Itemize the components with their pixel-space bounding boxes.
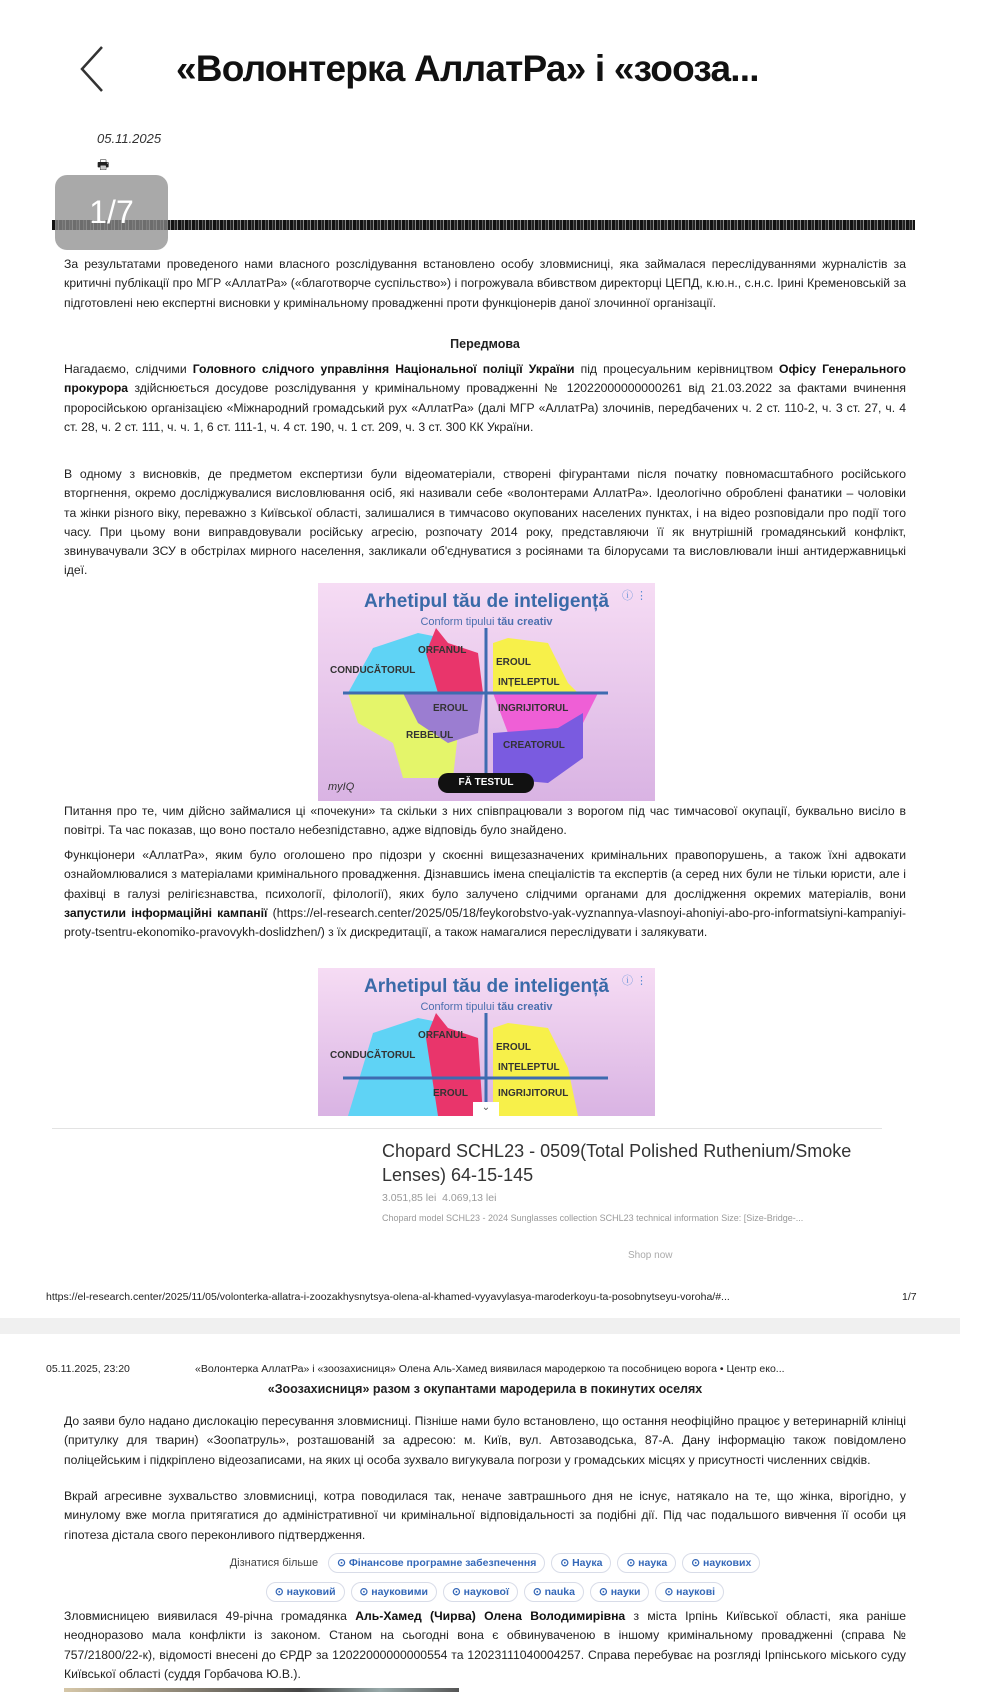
- paragraph: Нагадаємо, слідчими Головного слідчого управління Національної поліції України під процесуальним керівництвом Офісу Генерального прокурора здійснюється досудове розслідування у кримінальному провадженні № 12022000000000261 від 21.03.2022 за фактами вчинення проросійською організацією «Міжнародний громадський рух «АллатРа» (далі МГР «АллатРа) злочинів, передбачених ч. 2 ст. 110-2, ч. 3 ст. 27, ч. 4 ст. 28, ч. 2 ст. 111, ч. ч. 1, 6 ст. 111-1, ч. 4 ст. 190, ч. 1 ст. 209, ч. 3 ст. 300 КК України.: [64, 362, 907, 434]
- ad-label: EROUL: [496, 657, 531, 668]
- page-indicator: 1/7: [55, 175, 168, 250]
- paragraph: В одному з висновків, де предметом експертизи були відеоматеріали, створені фігурантами після початку повномасштабного російського вторгнення, окремо досліджувалися висловлювання осіб, які називали себе «волонтерами АллатРа». Ідеологічно оброблені фанатики – чоловіки та жінки різного віку, переважно з Київської області, залишалися в тимчасово окупованих населених пунктах, і на відео розповідали про події того часу. При цьому вони виправдовували російську агресію, розпочату 2014 року, представляючи її як внутрішній громадянський конфлікт, звинувачували ЗСУ в обстрілах мирного населення, закликали об'єднуватися з росіянами та білорусами та висловлювали інші антидержавницькі ідеї.: [64, 467, 906, 578]
- page-number: 1/7: [902, 1291, 917, 1303]
- topic-chip[interactable]: ⊙ наукові: [655, 1582, 724, 1602]
- topic-chip[interactable]: ⊙ наукових: [682, 1553, 760, 1573]
- info-icon[interactable]: ⓘ ⋮: [621, 590, 647, 602]
- ad-label: EROUL: [433, 703, 468, 714]
- topic-chip[interactable]: ⊙ науковими: [351, 1582, 437, 1602]
- topic-chip[interactable]: ⊙ наука: [617, 1553, 676, 1573]
- ad-label: ORFANUL: [418, 1030, 467, 1041]
- learn-more-label: Дізнатися більше: [229, 1557, 319, 1569]
- page-separator: [0, 1318, 960, 1334]
- shop-now-link[interactable]: Shop now: [628, 1250, 673, 1261]
- section-heading: Передмова: [450, 337, 520, 351]
- ad-label: CONDUCĂTORUL: [330, 665, 416, 676]
- print-datetime: 05.11.2025, 23:20: [46, 1363, 130, 1375]
- ad-label: INGRIJITORUL: [498, 703, 569, 714]
- ad-label: CONDUCĂTORUL: [330, 1050, 416, 1061]
- paragraph: Функціонери «АллатРа», яким було оголошено про підозри у скоєнні вищезазначених кримінальних правопорушень, а також їхні адвокати ознайомлювалися з матеріалами кримінального провадження. Дізнавшись імена спеціалістів та експертів (а серед них були не тільки юристи, але і фахівці в галузі релігієзнавства, психології, філології), яких було залучено слідчими органами для дослідження окремих матеріалів, вони запустили інформаційні кампанії (https://el-research.center/2025/05/18/feykorobstvo-yak-vyznannya-vlasnoyi-ahoniyi-abo-pro-informatsiyni-kampaniyi-proty-tsentru-ekonomiko-pravovykh-doslidzhen/) з їх дискредитації, а також намагалися переслідувати і залякувати.: [64, 848, 906, 940]
- footer-url: https://el-research.center/2025/11/05/volonterka-allatra-i-zoozakhysnytsya-olena-al-khamed-vyyavylasya-maroderkoyu-ta-posobnytseyu-voroha/#...: [46, 1291, 730, 1303]
- paragraph: Питання про те, чим дійсно займалися ці «почекуни» та скільки з них співпрацювали з ворогом під час тимчасової окупації, буквально висіло в повітрі. Та час показав, що воно постало небезпідставно, адже відповідь було знайдено.: [64, 804, 906, 838]
- ad-label: INȚELEPTUL: [498, 677, 560, 688]
- product-price: 3.051,85 lei 4.069,13 lei: [382, 1192, 497, 1204]
- topic-chip[interactable]: ⊙ науковий: [266, 1582, 345, 1602]
- topic-chip[interactable]: ⊙ Наука: [551, 1553, 611, 1573]
- publish-date: 05.11.2025: [97, 131, 162, 146]
- ad-label: EROUL: [433, 1088, 468, 1099]
- ad-label: EROUL: [496, 1042, 531, 1053]
- page-title: «Волонтерка АллатРа» і «зооза...: [176, 48, 759, 89]
- ad-chart: [318, 968, 655, 1116]
- ad-title: Arhetipul tău de inteligență: [364, 976, 609, 997]
- paragraph: Зловмисницею виявилася 49-річна громадянка Аль-Хамед (Чирва) Олена Володимирівна з міста Ірпінь Київської області, яка раніше неодноразово мала конфлікти із законом. Станом на сьогодні вона є обвинуваченою в іншому кримінальному провадженні (справа № 757/21800/22-к), відомості внесені до ЄРДР за 12022000000000554 та 12023111040004257. Справа перебуває на розгляді Ірпінського міського суду Київської області (суддя Горбачова Ю.В.).: [64, 1609, 906, 1681]
- ad-brand: myIQ: [328, 781, 355, 793]
- print-doc-title: «Волонтерка АллатРа» і «зоозахисниця» Олена Аль-Хамед виявилася мародеркою та пособницею ворога • Центр еко...: [195, 1363, 785, 1375]
- related-topics: [0, 1553, 990, 1573]
- paragraph: За результатами проведеного нами власного розслідування встановлено особу зловмисниці, яка займалася переслідуваннями журналістів за критичні публікації про МГР «АллатРа» («благотворче суспільство») і погрожувала вбивством директорці ЦЕПД, к.ю.н., с.н.с. Ірині Кременовській за підготовлені нею експертні висновки у кримінальному провадженні проти функціонерів даної злочинної організації.: [64, 257, 906, 310]
- product-title[interactable]: Chopard SCHL23 - 0509(Total Polished Ruthenium/Smoke Lenses) 64-15-145: [382, 1141, 852, 1185]
- back-chevron-icon[interactable]: [78, 44, 108, 94]
- garbled-text-line: [52, 220, 915, 230]
- ad-banner[interactable]: [318, 583, 655, 801]
- ad-cta-button[interactable]: FĂ TESTUL: [438, 773, 534, 793]
- image-preview: [64, 1688, 459, 1692]
- info-icon[interactable]: ⓘ ⋮: [621, 975, 647, 987]
- ad-label: CREATORUL: [503, 740, 565, 751]
- ad-title: Arhetipul tău de inteligență: [364, 591, 609, 612]
- ad-label: INȚELEPTUL: [498, 1062, 560, 1073]
- topic-chip[interactable]: ⊙ науки: [590, 1582, 649, 1602]
- ad-label: REBELUL: [406, 730, 454, 741]
- ad-label: ORFANUL: [418, 645, 467, 656]
- ad-chart: [318, 583, 655, 801]
- ad-subtitle: Conform tipului tău creativ: [420, 1001, 553, 1013]
- topic-chip[interactable]: ⊙ nauka: [524, 1582, 584, 1602]
- paragraph: До заяви було надано дислокацію пересування зловмисниці. Пізніше нами було встановлено, що остання неофіційно працює у ветеринарній клініці (притулку для тварин) «Зоопатруль», розташованій за адресою: м. Київ, вул. Автозаводська, 87-А. Дану інформацію також повідомлено поліцейським і підкріплено відеозаписами, на яких ці особа зухвало вигукувала погрози у громадських місцях у присутності численних свідків.: [64, 1414, 906, 1467]
- ad-banner[interactable]: [318, 968, 655, 1116]
- product-description: Chopard model SCHL23 - 2024 Sunglasses collection SCHL23 technical information Size: [Size-Bridge-...: [382, 1213, 804, 1223]
- paragraph: Вкрай агресивне зухвальство зловмисниці, котра поводилася так, неначе завтрашнього дня не існує, натякало на те, що жінка, вірогідно, у минулому вже могла притягатися до адміністративної чи кримінальної відповідальності за подібні дії. Під час подальшого вивчення її особи ця гіпотеза дістала свого переконливого підтвердження.: [64, 1489, 906, 1542]
- topic-chip[interactable]: ⊙ Фінансове програмне забезпечення: [328, 1553, 545, 1573]
- topic-chip[interactable]: ⊙ наукової: [443, 1582, 518, 1602]
- related-topics: [0, 1582, 990, 1602]
- chevron-down-icon[interactable]: ⌄: [473, 1102, 499, 1116]
- printer-icon[interactable]: 🖶: [97, 157, 110, 172]
- ad-subtitle: Conform tipului tău creativ: [420, 616, 553, 628]
- divider: [52, 1128, 882, 1129]
- section-heading: «Зоозахисниця» разом з окупантами мародерила в покинутих оселях: [267, 1382, 703, 1396]
- ad-label: INGRIJITORUL: [498, 1088, 569, 1099]
